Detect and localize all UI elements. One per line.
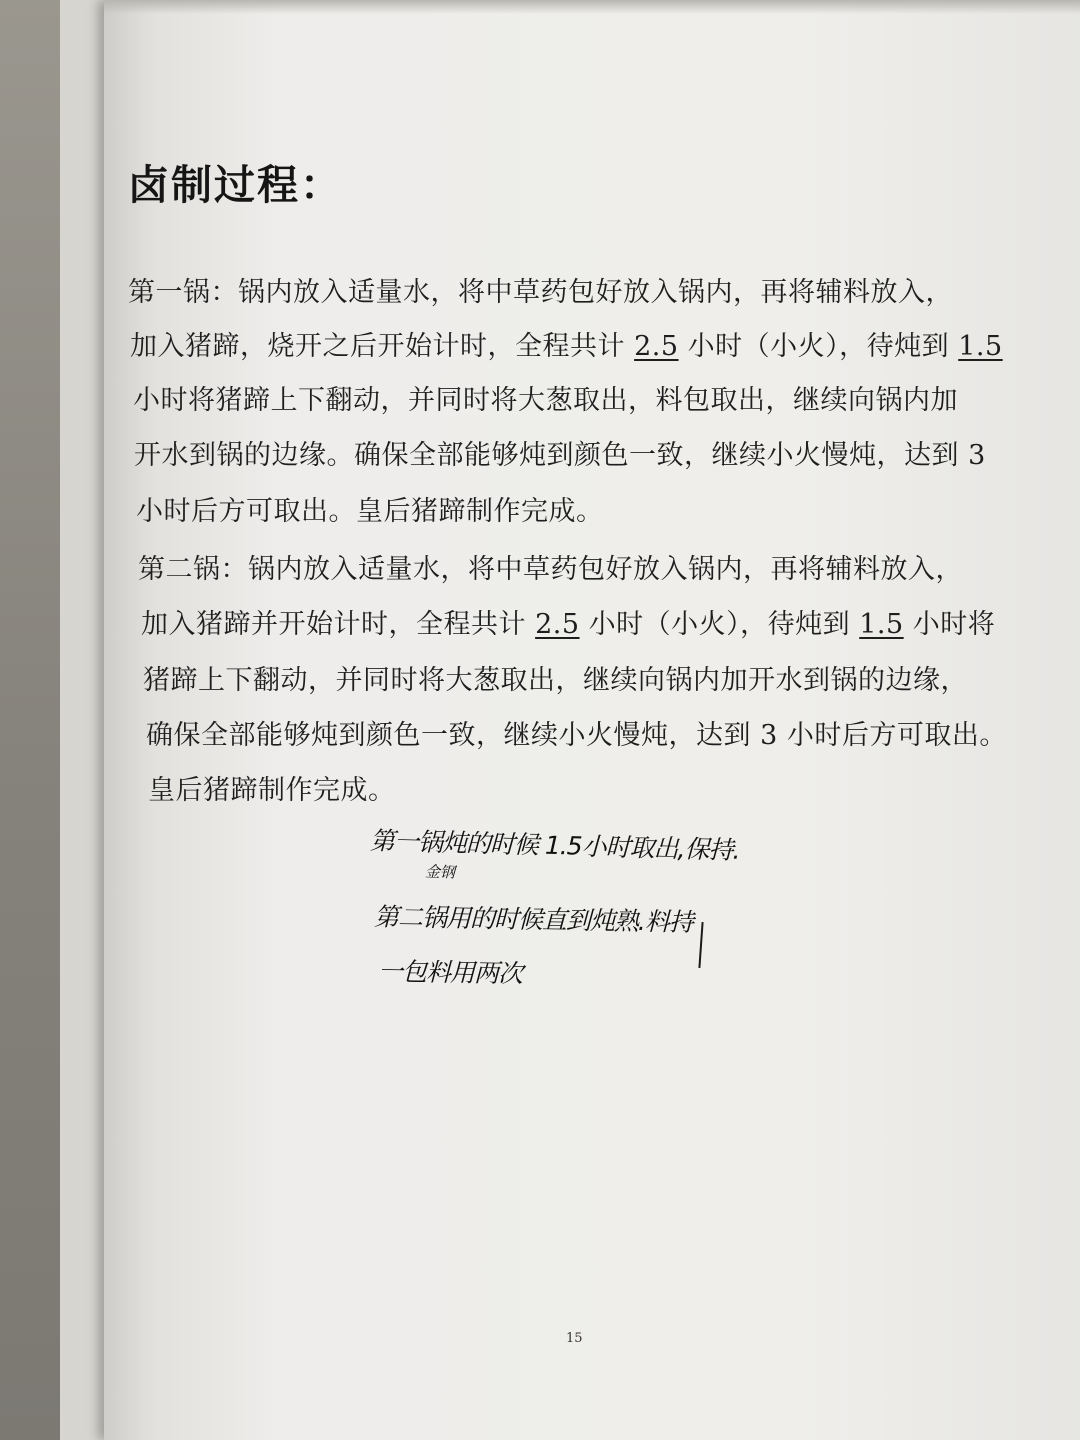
pot1-line-1: 第一锅：锅内放入适量水，将中草药包好放入锅内，再将辅料放入，	[128, 277, 953, 308]
pot2-line-5: 皇后猪蹄制作完成。	[148, 775, 396, 806]
pot1-turn-time-value: 1.5	[958, 331, 1003, 362]
pot1-line-2-text-a: 加入猪蹄，烧开之后开始计时，全程共计	[130, 331, 635, 362]
pot2-line-2-text-b: 小时（小火），待炖到	[579, 609, 860, 640]
pot2-line-2-text-a: 加入猪蹄并开始计时，全程共计	[141, 609, 536, 640]
handwritten-note-3: 一包料用两次	[377, 956, 523, 989]
pot1-line-2-text-b: 小时（小火），待炖到	[678, 331, 959, 362]
handwritten-note-1: 第一锅炖的时候 1.5小时取出,保持.	[369, 826, 740, 865]
section-heading: 卤制过程：	[128, 161, 343, 209]
pot1-line-5: 小时后方可取出。皇后猪蹄制作完成。	[136, 496, 604, 527]
page-top-shadow	[104, 0, 1080, 14]
pot1-line-4: 开水到锅的边缘。确保全部能够炖到颜色一致，继续小火慢炖，达到 3	[134, 440, 986, 471]
pot2-line-4: 确保全部能够炖到颜色一致，继续小火慢炖，达到 3 小时后方可取出。	[146, 720, 1007, 751]
pot1-line-2	[130, 330, 1003, 364]
pot2-line-2-text-c: 小时将	[903, 609, 996, 640]
pot2-duration-value: 2.5	[535, 609, 580, 640]
page-number: 15	[566, 1331, 583, 1346]
pot2-line-2	[141, 608, 995, 642]
handwritten-note-1-sub: 金钢	[424, 862, 456, 882]
pot1-duration-value: 2.5	[634, 331, 679, 362]
pot2-turn-time-value: 1.5	[859, 609, 904, 640]
pot2-line-1: 第二锅：锅内放入适量水，将中草药包好放入锅内，再将辅料放入，	[138, 554, 963, 585]
pot1-line-3: 小时将猪蹄上下翻动，并同时将大葱取出，料包取出，继续向锅内加	[133, 385, 958, 416]
handwritten-note-2: 第二锅用的时候直到炖熟.料持	[373, 902, 694, 937]
pot2-line-3: 猪蹄上下翻动，并同时将大葱取出，继续向锅内加开水到锅的边缘，	[143, 665, 968, 696]
